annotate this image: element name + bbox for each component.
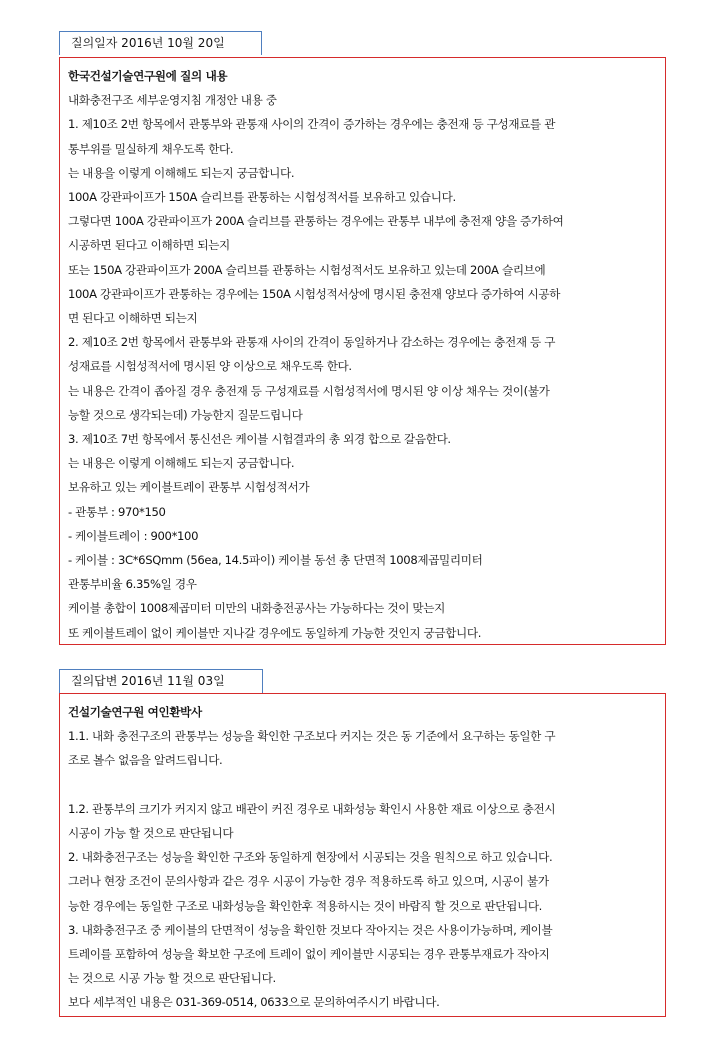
answer-text-line xyxy=(68,773,657,797)
question-text-line: 능할 것으로 생각되는데) 가능한지 질문드립니다 xyxy=(68,407,303,422)
question-heading: 한국건설기술연구원에 질의 내용 xyxy=(68,69,228,83)
question-text-line: 또는 150A 강관파이프가 200A 슬리브를 관통하는 시험성적서도 보유하고 있는데 200A 슬리브에 xyxy=(68,262,546,277)
question-text-line: 시공하면 된다고 이해하면 되는지 xyxy=(68,238,230,253)
question-text-line: 100A 강관파이프가 150A 슬리브를 관통하는 시험성적서를 보유하고 있습니다. xyxy=(68,190,456,205)
question-text-line: 성재료를 시험성적서에 명시된 양 이상으로 채우도록 한다. xyxy=(68,359,352,374)
answer-content-box xyxy=(59,693,666,1017)
question-text-line: 면 된다고 이해하면 되는지 xyxy=(68,311,198,326)
answer-text-line: 2. 내화충전구조는 성능을 확인한 구조와 동일하게 현장에서 시공되는 것을 원칙으로 하고 있습니다. xyxy=(68,850,553,865)
answer-text-line: 그러나 현장 조건이 문의사항과 같은 경우 시공이 가능한 경우 적용하도록 하고 있으며, 시공이 불가 xyxy=(68,874,549,889)
answer-text-line: 는 것으로 시공 가능 할 것으로 판단됩니다. xyxy=(68,971,276,986)
answer-text-line: 보다 세부적인 내용은 031-369-0514, 0633으로 문의하여주시기 바랍니다. xyxy=(68,995,440,1010)
answer-date-tab: 질의답변 2016년 11월 03일 xyxy=(59,669,263,693)
answer-heading: 건설기술연구원 여인환박사 xyxy=(68,705,202,719)
question-text-line: 는 내용은 간격이 좁아질 경우 충전재 등 구성재료를 시험성적서에 명시된 양 이상 채우는 것이(불가 xyxy=(68,383,550,398)
answer-text-line: 시공이 가능 할 것으로 판단됩니다 xyxy=(68,826,234,840)
answer-text-line: 3. 내화충전구조 중 케이블의 단면적이 성능을 확인한 것보다 작아지는 것은 사용이가능하며, 케이블 xyxy=(68,922,553,937)
question-text-line: 통부위를 밀실하게 채우도록 한다. xyxy=(68,141,234,156)
answer-text-line: 트레이를 포함하여 성능을 확보한 구조에 트레이 없이 케이블만 시공되는 경우 관통부재료가 작아지 xyxy=(68,947,550,962)
question-text-line: 100A 강관파이프가 관통하는 경우에는 150A 시험성적서상에 명시된 충전재 양보다 증가하여 시공하 xyxy=(68,286,561,301)
answer-text-line: 능한 경우에는 동일한 구조로 내화성능을 확인한후 적용하시는 것이 바람직 할 것으로 판단됩니다. xyxy=(68,898,543,913)
question-text-line: 는 내용은 이렇게 이해해도 되는지 궁금합니다. xyxy=(68,456,295,471)
answer-text-line: 조로 볼수 없음을 알려드립니다. xyxy=(68,753,223,768)
question-text-line: 관통부비율 6.35%일 경우 xyxy=(68,577,197,592)
question-text-line: - 케이블 : 3C*6SQmm (56ea, 14.5파이) 케이블 동선 총 단면적 1008제곱밀리미터 xyxy=(68,553,483,568)
question-text-line: 3. 제10조 7번 항목에서 통신선은 케이블 시험결과의 총 외경 합으로 갈음한다. xyxy=(68,432,451,447)
question-text-line: 그렇다면 100A 강관파이프가 200A 슬리브를 관통하는 경우에는 관통부 내부에 충전재 양을 증가하여 xyxy=(68,214,564,229)
question-text-line: 내화충전구조 세부운영지침 개정안 내용 중 xyxy=(68,93,277,108)
question-text-line: - 관통부 : 970*150 xyxy=(68,504,166,519)
question-text-line: 케이블 총합이 1008제곱미터 미만의 내화충전공사는 가능하다는 것이 맞는지 xyxy=(68,601,445,616)
question-text-line: 보유하고 있는 케이블트레이 관통부 시험성적서가 xyxy=(68,480,310,495)
question-text-line: 2. 제10조 2번 항목에서 관통부와 관통재 사이의 간격이 동일하거나 감소하는 경우에는 충전재 등 구 xyxy=(68,335,556,350)
answer-text-line: 1.2. 관통부의 크기가 커지지 않고 배관이 커진 경우로 내화성능 확인시 사용한 재료 이상으로 충전시 xyxy=(68,801,556,816)
question-content-box xyxy=(59,57,666,645)
question-text-line: 1. 제10조 2번 항목에서 관통부와 관통재 사이의 간격이 증가하는 경우에는 충전재 등 구성재료를 관 xyxy=(68,117,556,132)
question-text-line: - 케이블트레이 : 900*100 xyxy=(68,528,199,543)
question-text-line: 는 내용을 이렇게 이해해도 되는지 궁금합니다. xyxy=(68,165,295,180)
answer-text-line: 1.1. 내화 충전구조의 관통부는 성능을 확인한 구조보다 커지는 것은 동 기준에서 요구하는 동일한 구 xyxy=(68,729,556,744)
question-date-tab: 질의일자 2016년 10월 20일 xyxy=(59,31,262,55)
question-text-line: 또 케이블트레이 없이 케이블만 지나갈 경우에도 동일하게 가능한 것인지 궁금합니다. xyxy=(68,625,482,640)
